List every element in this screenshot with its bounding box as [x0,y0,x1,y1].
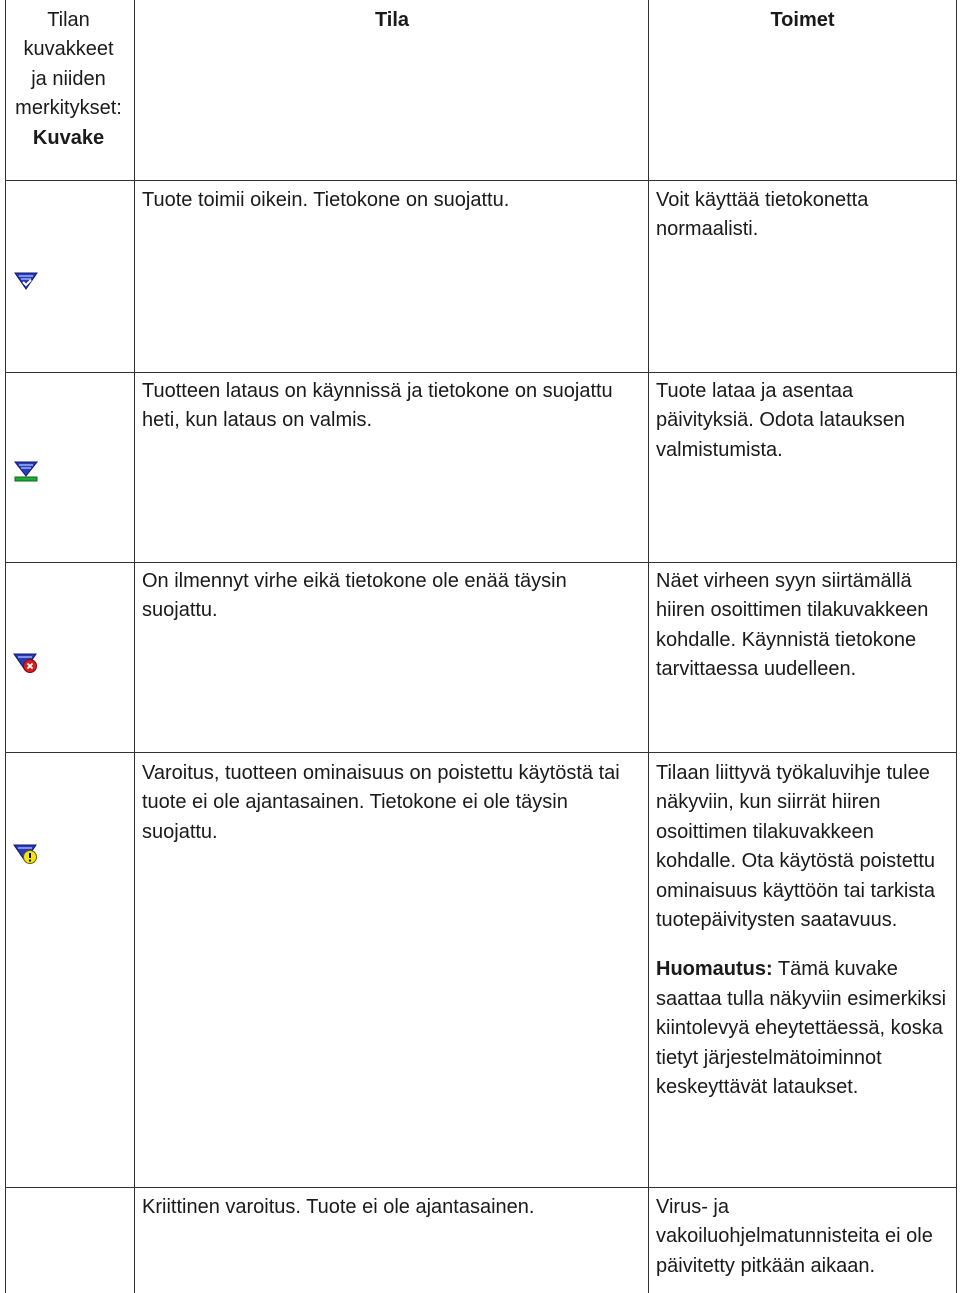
status-text: Kriittinen varoitus. Tuote ei ole ajantasainen. [142,1196,535,1218]
shield-warning-icon [13,843,39,865]
row-divider [5,180,957,181]
header-status-column: Tila [374,9,410,31]
header-icon-column [6,6,131,153]
header-col1-bold: Kuvake [32,126,105,149]
shield-downloading-icon [13,461,39,483]
row-divider [5,372,957,373]
note-label: Huomautus: [656,958,773,981]
header-col1-text: Tilan [47,9,90,31]
shield-error-icon [13,652,39,674]
header-actions-column: Toimet [770,9,835,31]
header-col1-text: ja niiden [31,67,106,90]
action-text: Tuote lataa ja asentaa päivityksiä. Odota latauksen valmistumista. [656,380,906,461]
header-col1-text: merkitykset: [15,97,122,120]
action-cell [656,759,956,1102]
action-text: Virus- ja vakoiluohjelmatunnisteita ei ole päivitetty pitkään aikaan. [656,1196,933,1277]
note-text: Tämä kuvake saattaa tulla näkyviin esimerkiksi kiintolevyä eheytettäessä, koska tietyt järjestelmätoiminnot keskeyttävät lataukset. [656,958,947,1099]
note [656,955,956,1102]
table-border-right [956,0,957,1293]
action-text: Tilaan liittyvä työkaluvihje tulee näkyviin, kun siirrät hiiren osoittimen tilakuvakkeen kohdalle. Ota käytöstä poistettu ominaisuus käyttöön tai tarkista tuotepäivitysten saatavuus. [656,762,936,932]
status-text: Varoitus, tuotteen ominaisuus on poistettu käytöstä tai tuote ei ole ajantasainen. Tietokone ei ole täysin suojattu. [142,762,620,843]
status-text: Tuote toimii oikein. Tietokone on suojattu. [142,189,510,211]
status-text: On ilmennyt virhe eikä tietokone ole enää täysin suojattu. [142,570,567,622]
row-divider [5,752,957,753]
action-text: Näet virheen syyn siirtämällä hiiren osoittimen tilakuvakkeen kohdalle. Käynnistä tietokone tarvittaessa uudelleen. [656,570,929,681]
table-border-left [5,0,6,1293]
table-border-col1 [134,0,135,1293]
action-text: Voit käyttää tietokonetta normaalisti. [656,189,869,241]
status-text: Tuotteen lataus on käynnissä ja tietokone on suojattu heti, kun lataus on valmis. [142,380,613,432]
row-divider [5,1187,957,1188]
table-border-col2 [648,0,649,1293]
row-divider [5,562,957,563]
shield-ok-icon [13,271,39,293]
header-col1-text: kuvakkeet [23,38,114,61]
